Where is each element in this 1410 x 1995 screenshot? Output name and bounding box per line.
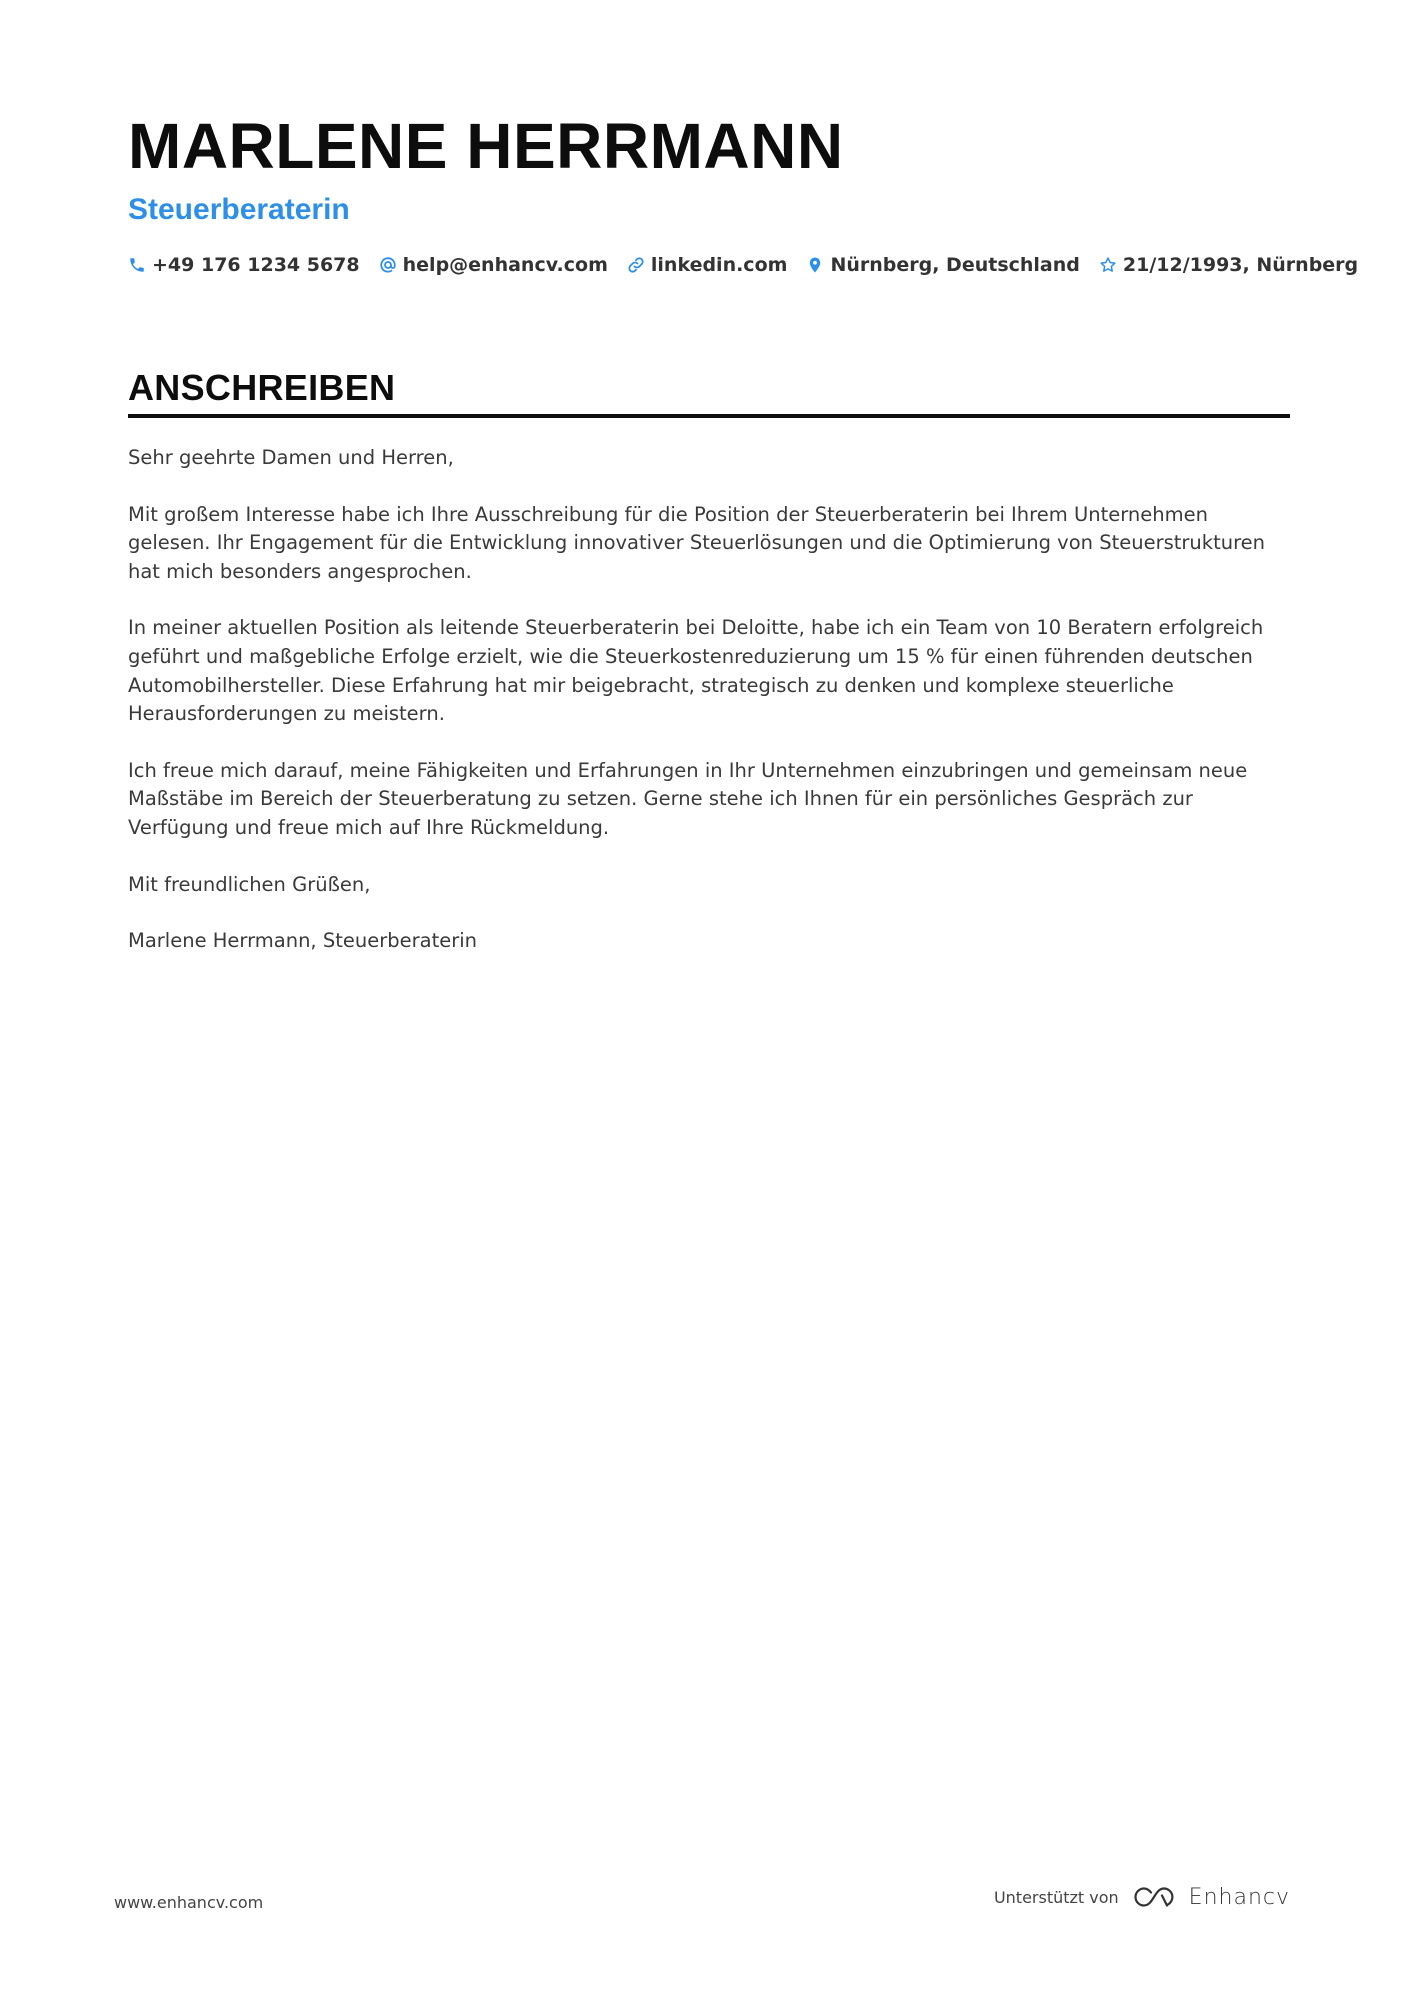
- letter-body: [128, 444, 1278, 956]
- location-text: Nürnberg, Deutschland: [830, 254, 1080, 276]
- cover-letter-section: [128, 366, 1290, 984]
- contact-birth: [1099, 254, 1358, 276]
- birth-text: 21/12/1993, Nürnberg: [1122, 254, 1359, 276]
- at-icon: [379, 256, 397, 274]
- candidate-name: MARLENE HERRMANN: [128, 110, 844, 182]
- contact-linkedin[interactable]: [627, 254, 788, 276]
- letter-paragraph: Ich freue mich darauf, meine Fähigkeiten und Erfahrungen in Ihr Unternehmen einzubringen und gemeinsam neue Maßstäbe im Bereich der Steuerberatung zu setzen. Gerne stehe ich Ihnen für ein persönliches Gespräch zur Verfügung und freue mich auf Ihre Rückmeldung.: [128, 758, 1248, 839]
- letter-paragraph: Mit großem Interesse habe ich Ihre Ausschreibung für die Position der Steuerberaterin bei Ihrem Unternehmen gelesen. Ihr Engagement für die Entwicklung innovativer Steuerlösungen und die Optimierung von Steuerstrukturen hat mich besonders angesprochen.: [128, 502, 1266, 583]
- enhancv-logo-icon: [1131, 1884, 1179, 1910]
- letter-closing: Mit freundlichen Grüßen,: [128, 872, 371, 896]
- contact-location: [806, 254, 1079, 276]
- section-title: ANSCHREIBEN: [128, 367, 396, 408]
- powered-by-text: Unterstützt von: [993, 1887, 1119, 1907]
- letter-signature: Marlene Herrmann, Steuerberaterin: [128, 929, 478, 953]
- link-icon: [627, 256, 645, 274]
- contact-email[interactable]: [379, 254, 608, 276]
- phone-text: +49 176 1234 5678: [152, 254, 360, 276]
- footer-branding[interactable]: [994, 1884, 1290, 1910]
- email-text[interactable]: help@enhancv.com: [402, 254, 608, 276]
- header: [128, 108, 1359, 276]
- section-divider: [128, 414, 1290, 418]
- job-title: Steuerberaterin: [128, 193, 350, 226]
- star-icon: [1099, 256, 1117, 274]
- linkedin-text[interactable]: linkedin.com: [650, 254, 788, 276]
- contact-phone: [128, 254, 360, 276]
- footer-website[interactable]: www.enhancv.com: [114, 1893, 264, 1912]
- letter-salutation: Sehr geehrte Damen und Herren,: [128, 446, 454, 469]
- phone-icon: [128, 256, 146, 274]
- brand-name: Enhancv: [1188, 1884, 1290, 1910]
- location-pin-icon: [806, 256, 824, 274]
- contact-list: [128, 254, 1359, 276]
- letter-paragraph: In meiner aktuellen Position als leitende Steuerberaterin bei Deloitte, habe ich ein Team von 10 Beratern erfolgreich geführt und maßgebliche Erfolge erzielt, wie die Steuerkostenreduzierung um 15 % für einen führenden deutschen Automobilhersteller. Diese Erfahrung hat mir beigebracht, strategisch zu denken und komplexe steuerliche Herausforderungen zu meistern.: [128, 616, 1264, 726]
